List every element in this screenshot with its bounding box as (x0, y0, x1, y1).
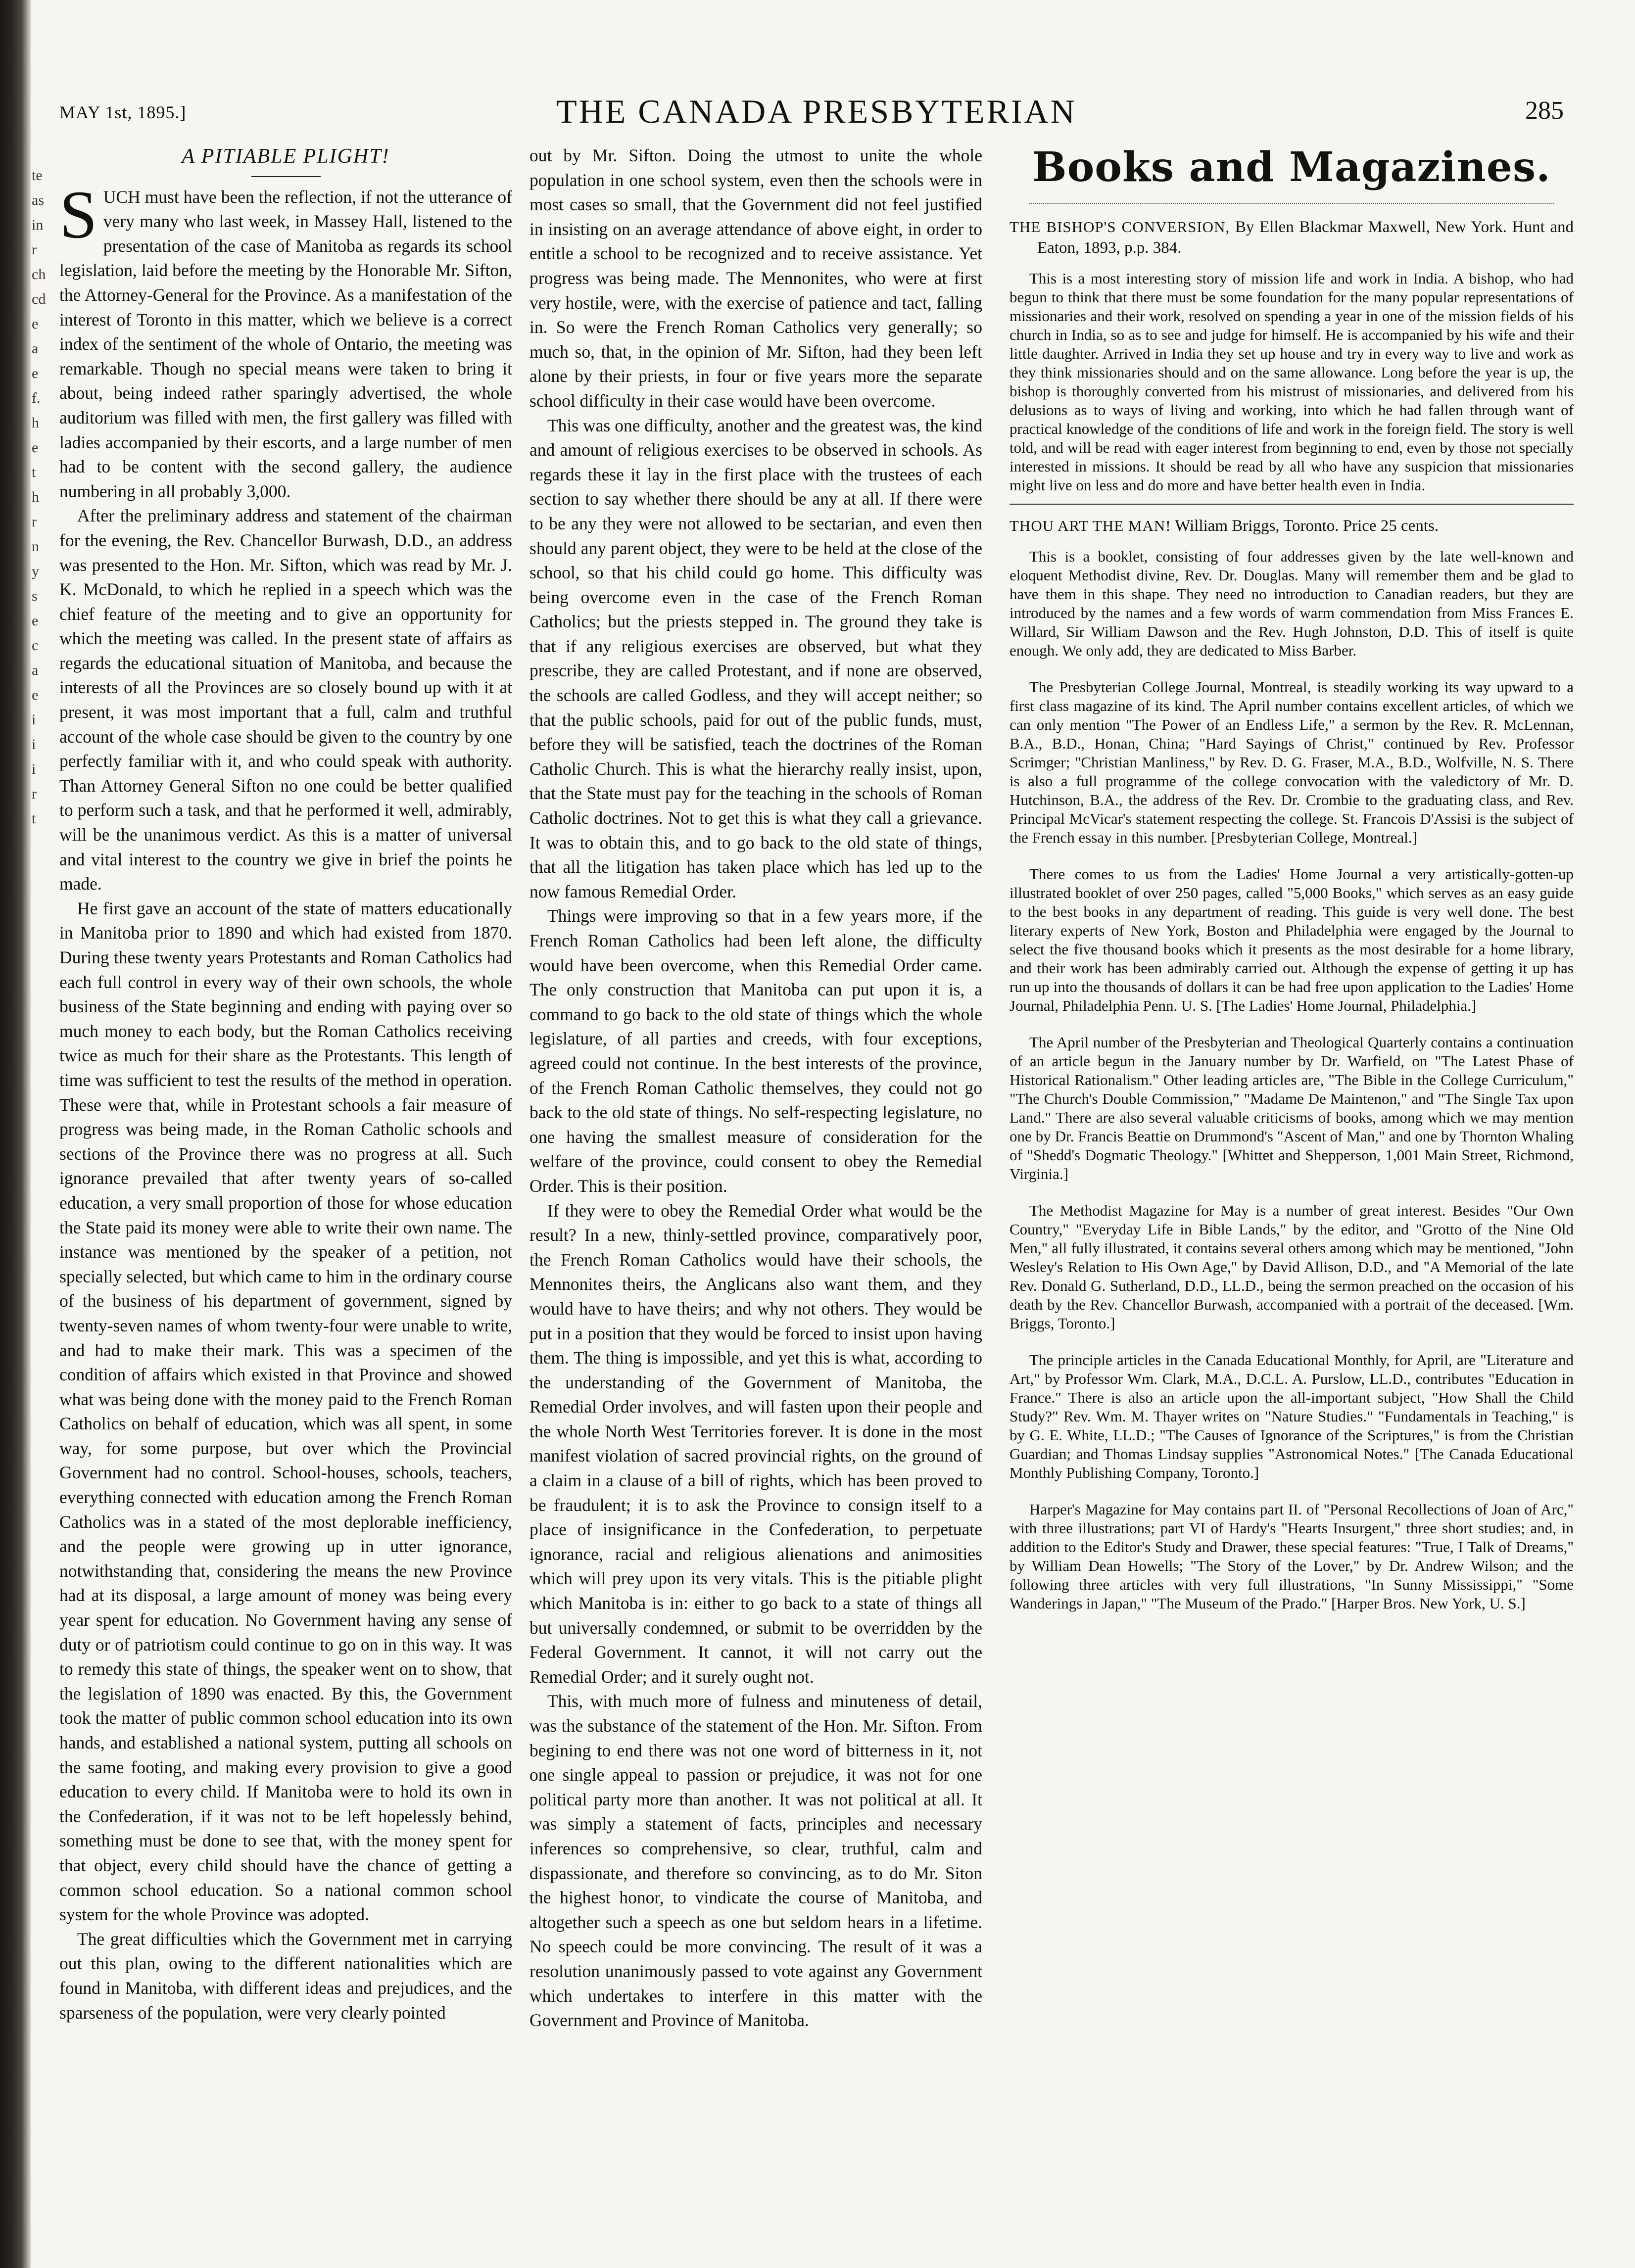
magazine-notice: There comes to us from the Ladies' Home Journal a very artistically-gotten-up illustrated booklet of over 250 pages, called "5,000 Books," which serves as an easy guide to the best books in any department of reading. This guide is very well done. The best literary experts of New York, Boston and Philadelphia were engaged by the Journal to select the five thousand books which it presents as the most desirable for a home library, and their work has been admirably carried out. Although the expense of getting it up has run up into the thousands of dollars it can be had free upon application to the Ladies' Home Journal, Philadelphia Penn. U. S. [The Ladies' Home Journal, Philadelphia.] (1010, 865, 1574, 1014)
book-review-text: This is a most interesting story of mission life and work in India. A bishop, who had begun to think that there must be some foundation for the many popular representations of missionaries and their work, resolved on spending a year in one of the mission fields of his church in India, so as to see and judge for himself. He is accompanied by his wife and their little daughter. Arrived in India they set up house and try in every way to live and work as they think missionaries should and on the same allowance. Long before the year is up, the bishop is thoroughly converted from his mistrust of missionaries, and delivered from his delusions as to ways of living and working, into which he had fallen through want of practical knowledge of the conditions of life and work in the foreign field. The story is well told, and will be read with eager interest from beginning to end, even by those not specially interested in missions. It should be read by all who have any suspicion that missionaries might live on less and do more and have better health even in India. (1010, 270, 1574, 494)
article-paragraph: This, with much more of fulness and minuteness of detail, was the substance of the statement of the Hon. Mr. Sifton. From begining to end there was not one word of bitterness in it, not one single appeal to passion or prejudice, it was not for one political party more than another. It was not political at all. It was simply a statement of facts, principles and necessary inferences so comprehensive, so clear, truthful, calm and dispassionate, and therefore so convincing, as to do Mr. Siton the highest honor, to vindicate the course of Manitoba, and altogether such a speech as one but seldom hears in a lifetime. No speech could be more convincing. The result of it was a resolution unanimously passed to vote against any Government which undertakes to interfere in this matter with the Government and Province of Manitoba. (529, 1691, 982, 2031)
magazine-notice: The Methodist Magazine for May is a number of great interest. Besides "Our Own Country," "Everyday Life in Bible Lands," by the editor, and "Grotto of the Nine Old Men," all fully illustrated, it contains several others among which may be mentioned, "John Wesley's Relation to His Own Age," by David Allison, D.D., and "A Memorial of the late Rev. Donald G. Sutherland, D.D., LL.D., being the sermon preached on the occasion of his death by the Rev. Chancellor Burwash, accompanied with a portrait of the deceased. [Wm. Briggs, Toronto.] (1010, 1202, 1574, 1332)
article-paragraph: He first gave an account of the state of matters educationally in Manitoba prior to 1890 and which had existed from 1870. During these twenty years Protestants and Roman Catholics had each full control in every way of their own schools, the whole business of the State beginning and ending with paying over so much money to each body, but the Roman Catholics receiving twice as much for their share as the Protestants. This length of time was sufficient to test the results of the method in operation. These were that, while in Protestant schools a fair measure of progress was being made, in the Roman Catholic schools and sections of the Province there was no progress at all. Such ignorance prevailed that after twenty years of so-called education, a very small proportion of those for whose education the State paid its money were able to write their own name. The instance was mentioned by the speaker of a petition, not specially selected, but which came to him in the ordinary course of the business of his department of government, signed by twenty-seven names of whom twenty-four were unable to write, and had to make their mark. This was a specimen of the condition of affairs which existed in that Province and showed what was being done with the money paid to the French Roman Catholics on behalf of education, which was all spent, in some way, for some purpose, but over which the Provincial Government had no control. School-houses, schools, teachers, everything connected with education among the French Roman Catholics was in a stated of the most deplorable inefficiency, and the people were growing up in utter ignorance, notwithstanding that, considering the means the new Province had at its disposal, a large amount of money was being every year spent for education. No Government having any sense of duty or of patriotism could continue to go on in this way. It was to remedy this state of things, the speaker went on to show, that the legislation of 1890 was enacted. By this, the Government took the matter of public common school education into its own hands, and established a national system, putting all schools on the same footing, and making every provision to give a good education to every child. If Manitoba were to hold its own in the Confederation, if it was not to be left hopelessly behind, something must be done to see that, with the money spent for that object, every child should have the chance of getting a common school education. So a national common school system for the whole Province was adopted. (59, 898, 512, 1925)
article-paragraph: This was one difficulty, another and the greatest was, the kind and amount of religious exercises to be observed in schools. As regards these it lay in the first place with the trustees of each section to say whether there should be any at all. If there were to be any they were not allowed to be sectarian, and even then should any parent object, they were to be held at the close of the school, so that his child could go home. This difficulty was being overcome even in the case of the French Roman Catholics; but the priests stepped in. The ground they take is that if any religious exercises are observed, but what they prescribe, they are called Protestant, and if none are observed, the schools are called Godless, and they will accept neither; so that the public schools, paid for out of the public funds, must, before they will be satisfied, teach the doctrines of the Roman Catholic Church. This is what the hierarchy really insist, upon, that the State must pay for the teaching in the schools of Roman Catholic doctrines. Not to get this is what they call a grievance. It was to obtain this, and to go back to the old state of things, that all the litigation has taken place which has led up to the now famous Remedial Order. (529, 415, 982, 901)
magazine-notice: The April number of the Presbyterian and Theological Quarterly contains a continuation of an article begun in the January number by Dr. Warfield, on "The Latest Phase of Historical Rationalism." Other leading articles are, "The Bible in the College Curriculum," "The Church's Double Commission," "Madame De Maintenon," and "The Single Tax upon Land." There are also several valuable criticisms of books, among which we may mention one by Dr. Francis Beattie on Drummond's "Ascent of Man," and one by Thornton Whaling of "Shedd's Dogmatic Theology." [Whittet and Shepperson, 1,001 Main Street, Richmond, Virginia.] (1010, 1034, 1574, 1182)
publication-title: THE CANADA PRESBYTERIAN (556, 93, 1077, 130)
article-paragraph: SUCH must have been the reflection, if not the utterance of very many who last week, in Massey Hall, listened to the presentation of the case of Manitoba as regards its school legislation, laid before the meeting by the Honorable Mr. Sifton, the Attorney-General for the Province. As a manifestation of the interest of Toronto in this matter, which we believe is a correct index of the sentiment of the whole of Ontario, the meeting was remarkable. Though no special means were taken to bring it about, being indeed rather sparingly advertised, the whole auditorium was filled with men, the first gallery was filled with ladies accompanied by their escorts, and a large number of men had to be content with the second gallery, the audience numbering in all probably 3,000. (59, 176, 512, 501)
magazine-notice: The principle articles in the Canada Educational Monthly, for April, are "Literature and Art," by Professor Wm. Clark, M.A., D.C.L. A. Purslow, LL.D., contributes "Education in France." There is also an article upon the all-important subject, "How Shall the Child Study?" Rev. Wm. M. Thayer writes on "Nature Studies." "Fundamentals in Teaching," is by G. E. White, LL.D.; "The Causes of Ignorance of the Scriptures," is from the Christian Guardian; and Thomas Lindsay supplies "Astronomical Notes." [The Canada Educational Monthly Publishing Company, Toronto.] (1010, 1351, 1574, 1481)
books-magazines-column (1010, 143, 1574, 2246)
issue-date: MAY 1st, 1895.] (59, 102, 187, 122)
section-rule (1029, 203, 1554, 204)
article-paragraph: Things were improving so that in a few years more, if the French Roman Catholics had been left alone, the difficulty would have been overcome, when this Remedial Order came. The only construction that Manitoba can put upon it is, a command to go back to the old state of things which the whole legislature, of all parties and creeds, with four exceptions, agreed could not continue. In the best interests of the province, of the French Roman Catholic themselves, they could not go back to the old state of things. No self-respecting legislature, no one having the smallest measure of consideration for the welfare of the province, could consent to obey the Remedial Order. This is their position. (529, 906, 982, 1196)
book-entry-heading: THE BISHOP'S CONVERSION, By Ellen Blackmar Maxwell, New York. Hunt and Eaton, 1893, p.p. 384. (1010, 218, 1574, 257)
article-title: A PITIABLE PLIGHT! (182, 145, 390, 168)
article-paragraph: After the preliminary address and statement of the chairman for the evening, the Rev. Chancellor Burwash, D.D., an address was presented to the Hon. Mr. Sifton, which was read by Mr. J. K. McDonald, to which he replied in a speech which was the chief feature of the meeting and to give an opportunity for which the meeting was called. In the present state of affairs as regards the educational situation of Manitoba, and because the interests of all the Provinces are so closely bound up with it at present, it was most important that a full, calm and truthful account of the whole case should be given to the country by one perfectly familiar with it, and who could speak with authority. Than Attorney General Sifton no one could be better qualified to perform such a task, and that he performed it well, admirably, will be the unanimous verdict. As this is a matter of universal and vital interest to the country we give in brief the points he made. (59, 506, 512, 894)
article-paragraph: If they were to obey the Remedial Order what would be the result? In a new, thinly-settled province, comparatively poor, the French Roman Catholics would have their schools, the Mennonites theirs, the Anglicans also want them, and they would have to have theirs; and why not others. They would be put in a position that they would be forced to insist upon having them. The thing is impossible, and yet this is what, according to the understanding of the Government of Manitoba, the Remedial Order involves, and will fasten upon their people and the whole North West Territories forever. It is done in the most manifest violation of sacred provincial rights, on the ground of a claim in a clause of a bill of rights, which has been proved to be fraudulent; it is to ask the Province to consign itself to a place of insignificance in the Confederation, to perpetuate ignorance, racial and religious alienations and animosities which will prey upon its very vitals. This is the pitiable plight which Manitoba is in: either to go back to a state of things all but universally condemned, or submit to be overridden by the Federal Government. It cannot, it will not carry out the Remedial Order; and it surely ought not. (529, 1200, 982, 1687)
title-rule (251, 176, 321, 177)
margin-text-fragments: te as in r ch cd e a e f. h e t h r n y s e c a e i i i r t (32, 167, 46, 827)
drop-cap: S (59, 176, 97, 252)
book-spine-edge (0, 0, 31, 2268)
entry-divider (1010, 504, 1574, 505)
article-paragraph: out by Mr. Sifton. Doing the utmost to unite the whole population in one school system, even then the schools were in most cases so small, that the Government did not feel justified in insisting on an average attendance of above eight, in order to entitle a school to be recognized and to receive assistance. Yet progress was being made. The Mennonites, who were at first very hostile, were, with the exercise of patience and tact, falling in. So were the French Roman Catholics very generally; so much so, that, in the opinion of Mr. Sifton, had they been left alone by their priests, in four or five years more the separate school difficulty in their case would have been overcome. (529, 145, 982, 411)
magazine-notice: The Presbyterian College Journal, Montreal, is steadily working its way upward to a first class magazine of its kind. The April number contains excellent articles, of which we can only mention "The Power of an Endless Life," a sermon by the Rev. R. McLennan, B.A., B.D., Honan, China; "Hard Sayings of Christ," continued by Rev. Professor Scrimger; "Christian Manliness," by Rev. D. G. Fraser, M.A., B.D., Wolfville, N. S. There is also a full programme of the college convocation with the valedictory of Mr. D. Hutchinson, B.A., the address of the Rev. Dr. Crombie to the graduating class, and Rev. Principal McVicar's statement respecting the college. St. Francois D'Assisi is the subject of the French essay in this number. [Presbyterian College, Montreal.] (1010, 678, 1574, 846)
magazine-notice: Harper's Magazine for May contains part II. of "Personal Recollections of Joan of Arc," with three illustrations; part VI of Hardy's "Hearts Insurgent," three short studies; and, in addition to the Editor's Study and Drawer, these special features: "True, I Talk of Dreams," by William Dean Howells; "The Story of the Lover," by Dr. Andrew Wilson; and the following three articles with very full illustrations, "In Sunny Mississippi," "Some Wanderings in Japan," "The Museum of the Prado." [Harper Bros. New York, U. S.] (1010, 1501, 1574, 1612)
middle-article-column (529, 143, 982, 2246)
page-number: 285 (1525, 96, 1564, 125)
page-header (49, 74, 1584, 134)
left-article-column (59, 143, 512, 2246)
section-title: Books and Magazines. (1032, 143, 1551, 191)
book-review-text: This is a booklet, consisting of four addresses given by the late well-known and eloquent Methodist divine, Rev. Dr. Douglas. Many will remember them and be glad to have them in this shape. They need no introduction to Canadian readers, but they are introduced by the names and a few words of warm commendation from Miss Frances E. Willard, Sir William Dawson and the Rev. Hugh Johnston, D.D. This of itself is quite enough. We only add, they are dedicated to Miss Barber. (1010, 548, 1574, 659)
article-paragraph: The great difficulties which the Government met in carrying out this plan, owing to the different nationalities which are found in Manitoba, with different ideas and prejudices, and the sparseness of the population, were very clearly pointed (59, 1929, 512, 2023)
book-entry-heading: THOU ART THE MAN! William Briggs, Toronto. Price 25 cents. (1010, 517, 1439, 535)
